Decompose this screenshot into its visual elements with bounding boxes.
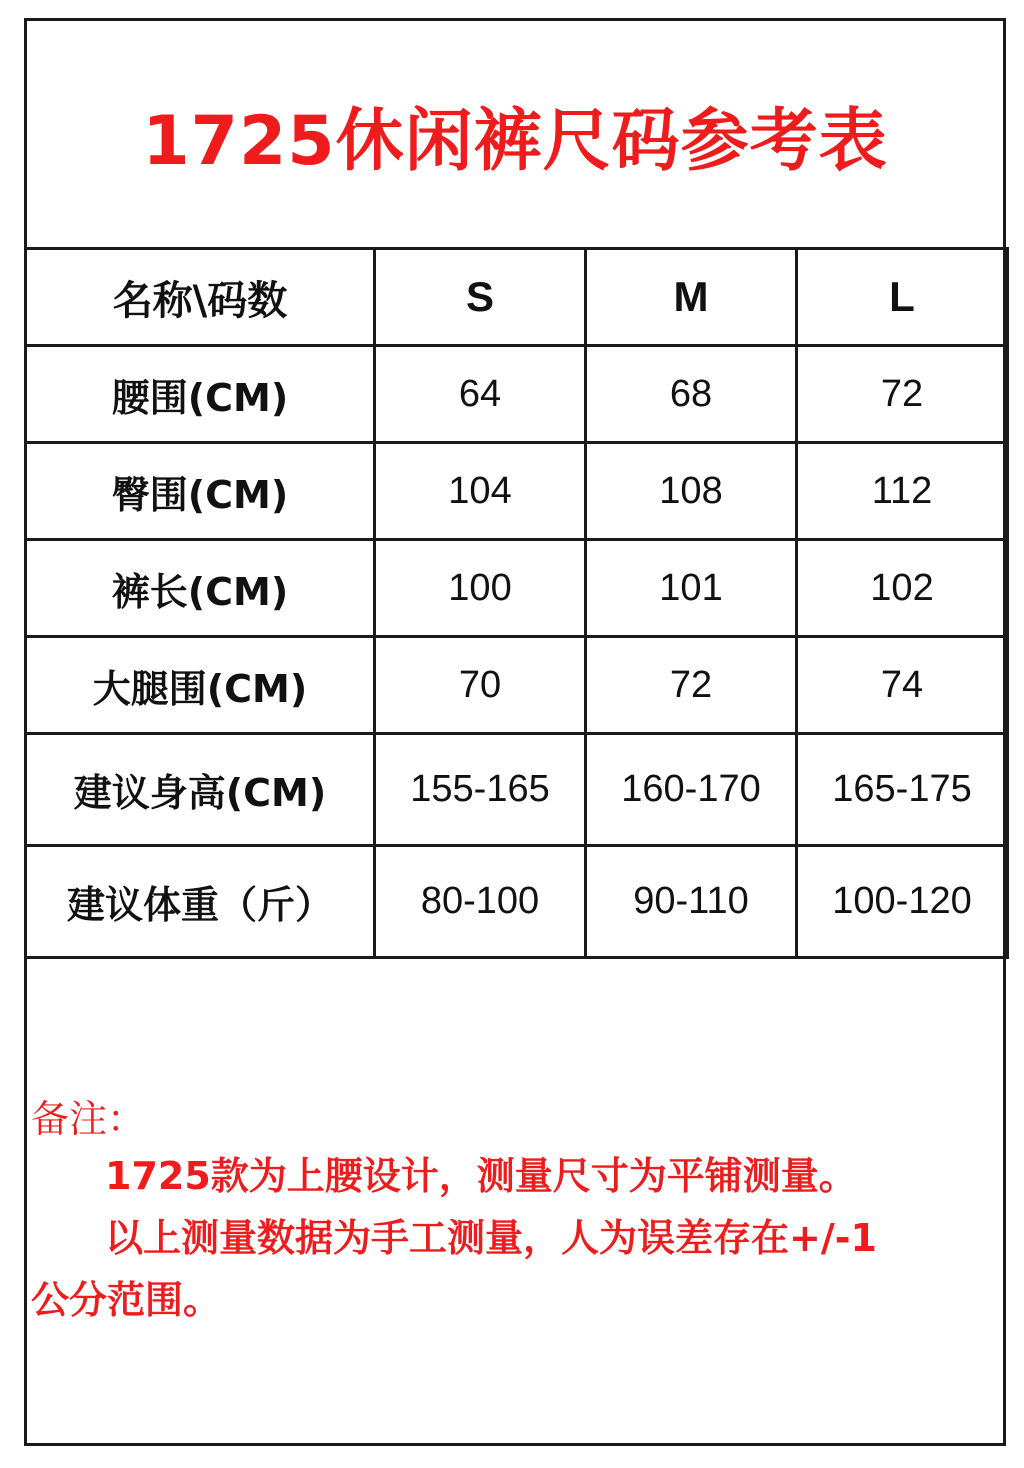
value-cell: 70 [375, 637, 586, 734]
table-row [26, 846, 1008, 958]
value-cell: 104 [375, 443, 586, 540]
table-row [26, 734, 1008, 846]
row-label: 建议身高(CM) [26, 734, 375, 846]
value-cell: 72 [797, 346, 1008, 443]
value-cell: 102 [797, 540, 1008, 637]
value-cell: 165-175 [797, 734, 1008, 846]
size-chart-sheet [24, 18, 1006, 1446]
notes-section [31, 1093, 991, 1331]
table-row [26, 443, 1008, 540]
header-size-l: L [797, 249, 1008, 346]
value-cell: 68 [586, 346, 797, 443]
value-cell: 155-165 [375, 734, 586, 846]
row-label: 臀围(CM) [26, 443, 375, 540]
header-size-s: S [375, 249, 586, 346]
notes-heading: 备注： [31, 1097, 146, 1141]
row-label: 腰围(CM) [26, 346, 375, 443]
header-label-cell: 名称\码数 [26, 249, 375, 346]
header-size-m: M [586, 249, 797, 346]
value-cell: 74 [797, 637, 1008, 734]
table-header-row [26, 249, 1008, 346]
table-row [26, 540, 1008, 637]
notes-line: 公分范围。 [31, 1278, 222, 1322]
value-cell: 100-120 [797, 846, 1008, 958]
table-row [26, 346, 1008, 443]
value-cell: 108 [586, 443, 797, 540]
value-cell: 101 [586, 540, 797, 637]
row-label: 大腿围(CM) [26, 637, 375, 734]
value-cell: 160-170 [586, 734, 797, 846]
value-cell: 100 [375, 540, 586, 637]
size-table [24, 247, 1009, 959]
row-label: 裤长(CM) [26, 540, 375, 637]
value-cell: 90-110 [586, 846, 797, 958]
value-cell: 80-100 [375, 846, 586, 958]
value-cell: 112 [797, 443, 1008, 540]
notes-line: 1725款为上腰设计，测量尺寸为平铺测量。 [105, 1154, 857, 1198]
row-label: 建议体重（斤） [26, 846, 375, 958]
value-cell: 72 [586, 637, 797, 734]
notes-line: 以上测量数据为手工测量，人为误差存在+/-1 [105, 1216, 877, 1260]
table-row [26, 637, 1008, 734]
page-title: 1725休闲裤尺码参考表 [142, 102, 888, 181]
value-cell: 64 [375, 346, 586, 443]
